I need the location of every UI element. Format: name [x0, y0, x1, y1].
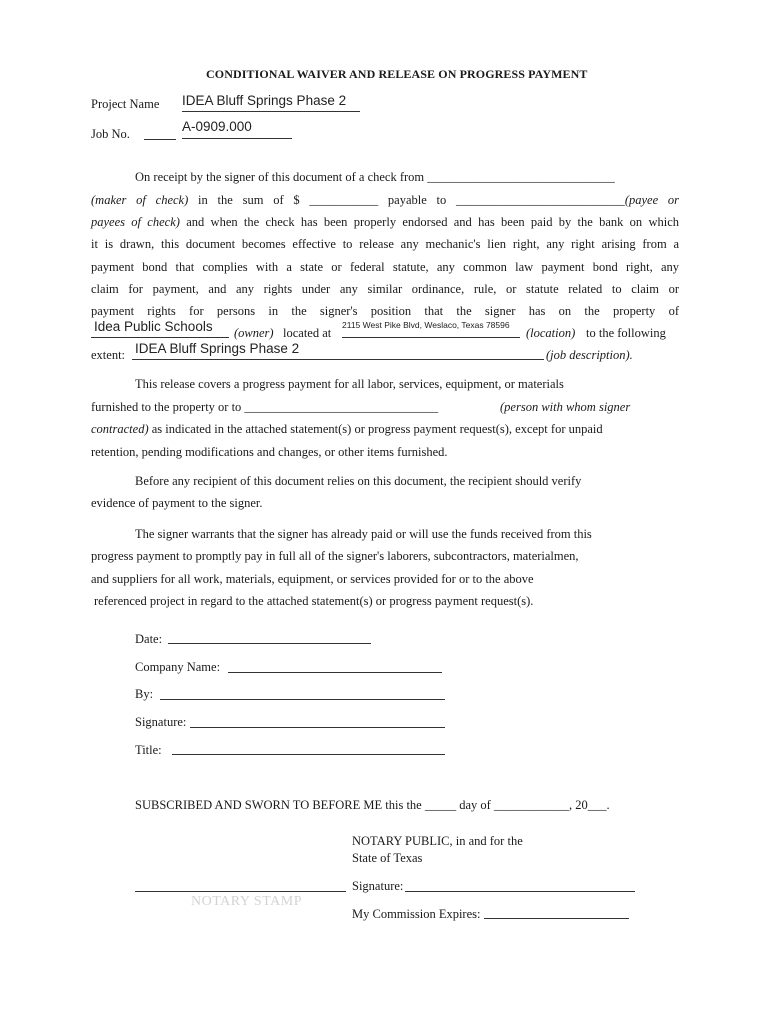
project-name-label: Project Name	[91, 97, 160, 111]
title-label: Title:	[135, 743, 162, 757]
p2-line4: retention, pending modifications and changes, or other items furnished.	[91, 445, 448, 459]
project-name-value: IDEA Bluff Springs Phase 2	[182, 93, 347, 108]
p1-line1: On receipt by the signer of this document of a check from ______________________________	[135, 170, 615, 184]
sworn-statement: SUBSCRIBED AND SWORN TO BEFORE ME this the _____ day of ____________, 20___.	[135, 798, 610, 812]
p4-line2: progress payment to promptly pay in full all of the signer's laborers, subcontractors, materialmen,	[91, 549, 579, 563]
p3-line2: evidence of payment to the signer.	[91, 496, 263, 510]
notary-public-line2: State of Texas	[352, 851, 423, 865]
notary-stamp-line[interactable]	[135, 891, 346, 892]
p3-line1: Before any recipient of this document relies on this document, the recipient should verify	[135, 474, 582, 488]
located-at-label: located at	[283, 326, 332, 340]
location-value: 2115 West Pike Blvd, Weslaco, Texas 78596	[342, 320, 510, 330]
owner-label: (owner)	[234, 326, 274, 340]
signature-field[interactable]	[190, 727, 445, 728]
p4-line4: referenced project in regard to the attached statement(s) or progress payment request(s).	[94, 594, 534, 608]
notary-signature-field[interactable]	[405, 891, 635, 892]
p2-line1: This release covers a progress payment for all labor, services, equipment, or materials	[135, 377, 564, 391]
project-name-field[interactable]	[182, 93, 360, 112]
title-field[interactable]	[172, 754, 445, 755]
job-number-field[interactable]	[182, 119, 292, 139]
location-field[interactable]	[342, 320, 520, 338]
by-label: By:	[135, 687, 154, 701]
p2-line2a: furnished to the property or to _______________________________	[91, 400, 439, 414]
p1-line4: it is drawn, this document becomes effective to release any mechanic's lien right, any right arising from a	[91, 237, 679, 251]
document-title: CONDITIONAL WAIVER AND RELEASE ON PROGRESS PAYMENT	[206, 67, 588, 81]
p1-line2: (maker of check) in the sum of $ ___________ payable to ___________________________(payee or	[91, 193, 680, 207]
extent-value: IDEA Bluff Springs Phase 2	[135, 341, 300, 356]
job-description-field[interactable]	[132, 341, 544, 360]
p1-line5: payment bond that complies with a state or federal statute, any common law payment bond right, any	[91, 260, 679, 274]
location-label: (location)	[526, 326, 576, 340]
p4-line3: and suppliers for all work, materials, equipment, or services provided for or to the above	[91, 572, 534, 586]
company-name-field[interactable]	[228, 672, 442, 673]
date-field[interactable]	[168, 643, 371, 644]
p1-line3: payees of check) and when the check has been properly endorsed and has been paid by the bank on which	[91, 215, 679, 229]
signature-label: Signature:	[135, 715, 187, 729]
notary-signature-label: Signature:	[352, 879, 404, 893]
p1-line6: claim for payment, and any rights under any similar ordinance, rule, or statute related to claim or	[91, 282, 679, 296]
owner-value: Idea Public Schools	[94, 319, 213, 334]
p2-line3: contracted) as indicated in the attached statement(s) or progress payment request(s), except for unpaid	[91, 422, 603, 436]
date-label: Date:	[135, 632, 163, 646]
owner-field[interactable]	[91, 319, 229, 338]
to-following-label: to the following	[586, 326, 666, 340]
job-number-label: Job No.	[91, 127, 130, 141]
commission-expires-field[interactable]	[484, 918, 629, 919]
p2-line2b: (person with whom signer	[500, 400, 631, 414]
extent-label: extent:	[91, 348, 126, 362]
p4-line1: The signer warrants that the signer has already paid or will use the funds received from this	[135, 527, 592, 541]
job-number-blank	[144, 139, 176, 140]
notary-public-line1: NOTARY PUBLIC, in and for the	[352, 834, 523, 848]
notary-stamp-placeholder: NOTARY STAMP	[191, 894, 302, 909]
p1-line7: payment rights for persons in the signer's position that the signer has on the property of	[91, 304, 679, 318]
commission-expires-label: My Commission Expires:	[352, 907, 481, 921]
job-number-value: A-0909.000	[182, 119, 252, 134]
company-name-label: Company Name:	[135, 660, 221, 674]
job-description-label: (job description).	[546, 348, 633, 362]
by-field[interactable]	[160, 699, 445, 700]
